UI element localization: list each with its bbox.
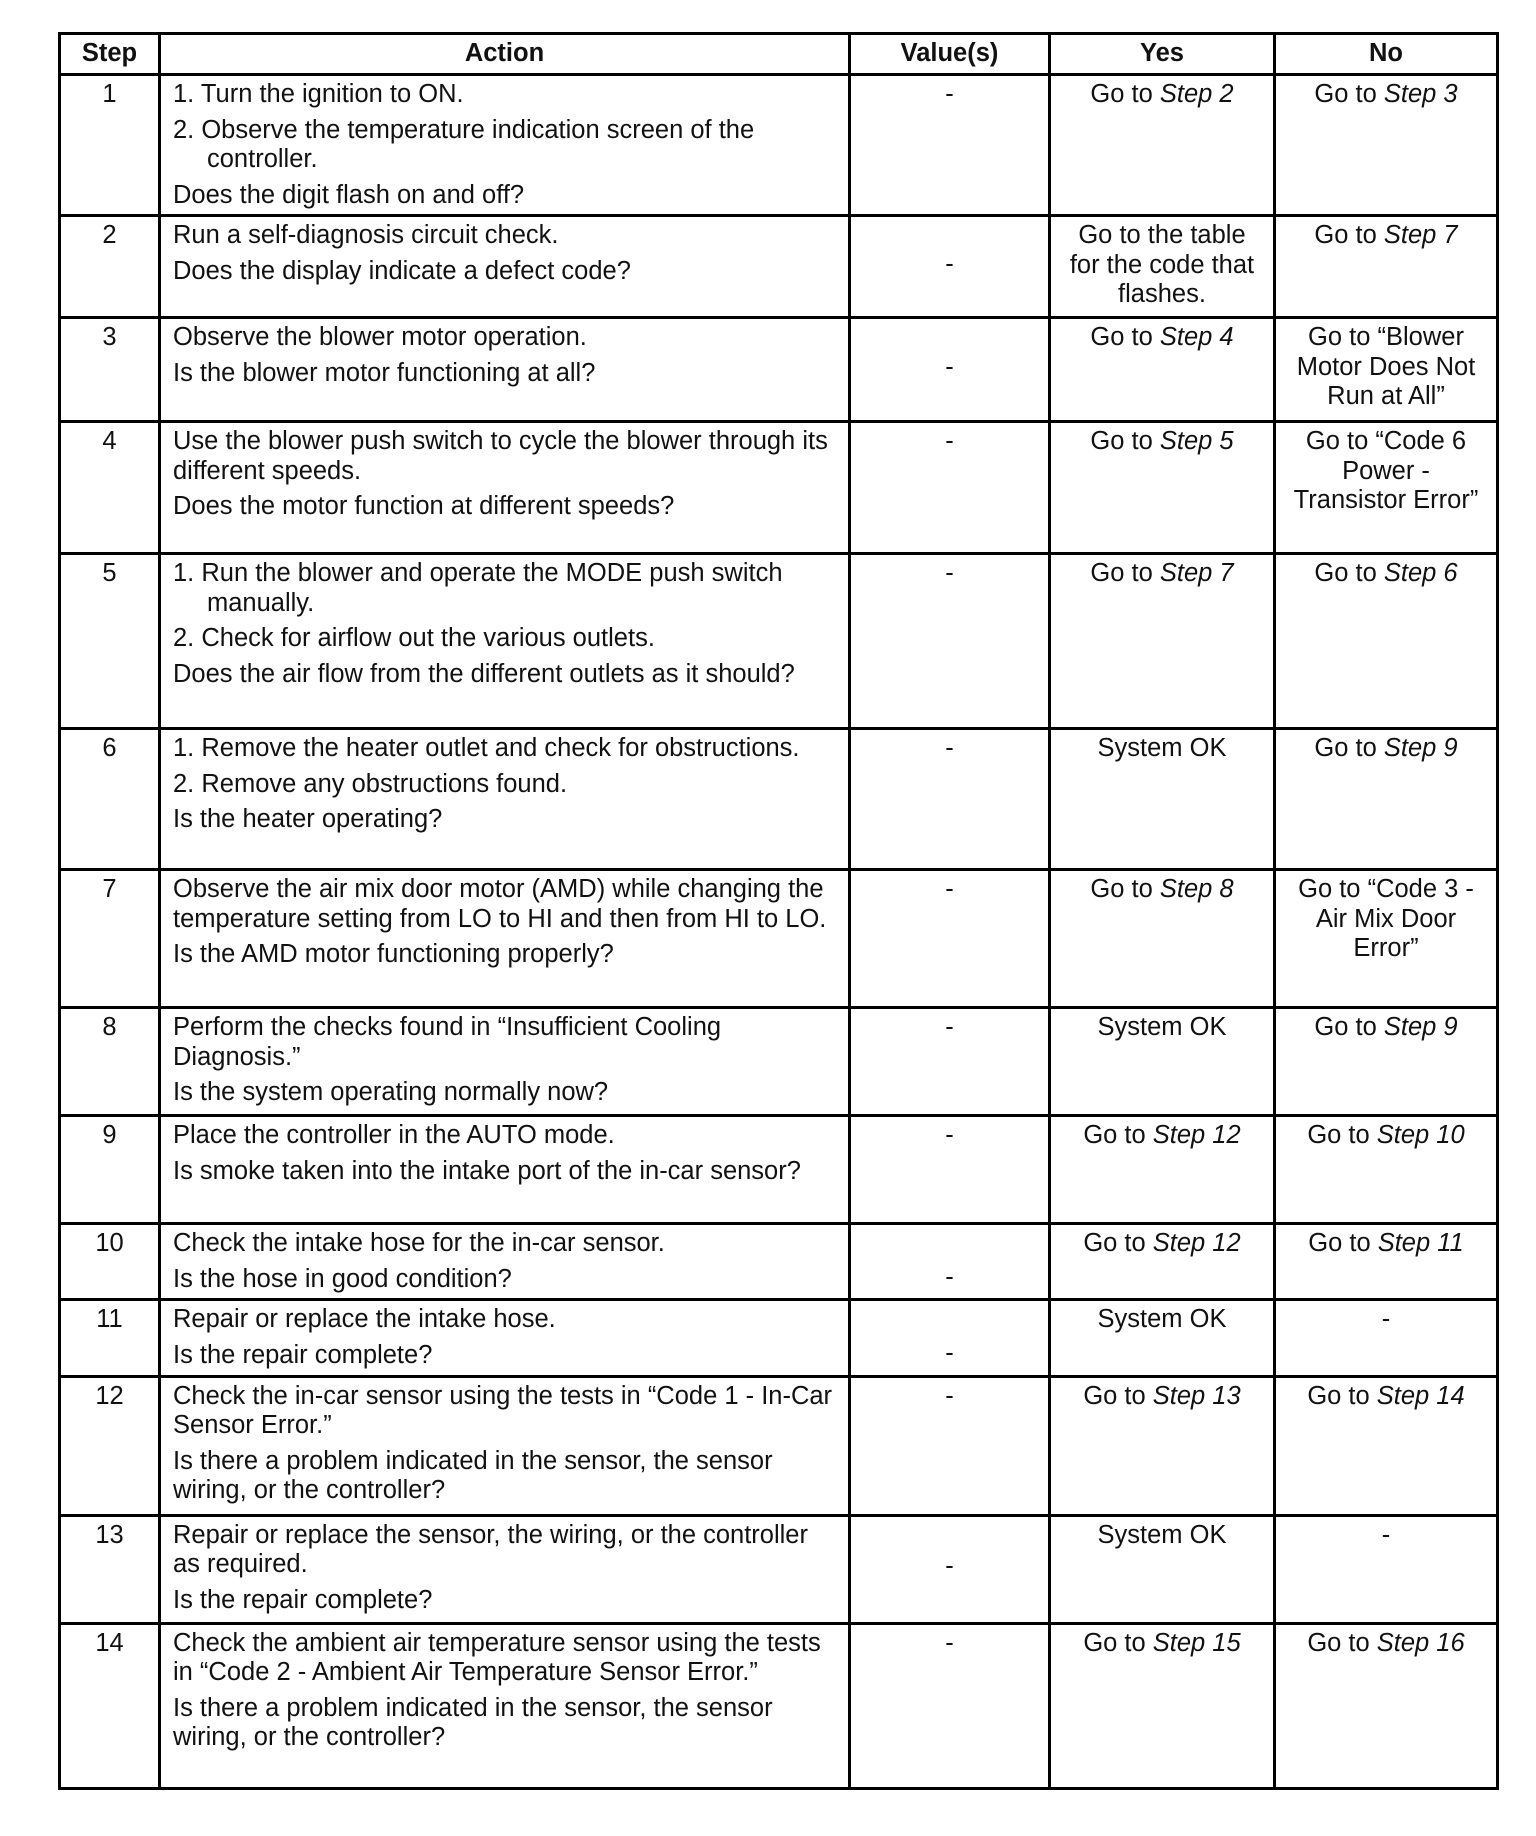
table-row [60, 1376, 1498, 1515]
no-text: Go to [1314, 559, 1384, 588]
no-cell [1275, 1300, 1498, 1376]
yes-cell [1050, 422, 1275, 554]
step-number: 14 [60, 1623, 160, 1788]
action-line: Repair or replace the intake hose. [173, 1305, 556, 1334]
no-step-link: Step 7 [1383, 221, 1458, 250]
value-cell: - [850, 554, 1050, 729]
action-line: Check the ambient air temperature sensor using the tests in “Code 2 - Ambient Air Temperature Sensor Error.” [173, 1628, 821, 1687]
no-text: Go to [1314, 80, 1384, 108]
no-cell [1275, 1515, 1498, 1623]
no-text: Go to [1308, 1229, 1378, 1258]
yes-step-link: Step 12 [1152, 1121, 1241, 1150]
action-line: 1. Remove the heater outlet and check for obstructions. [173, 734, 800, 763]
action-cell [160, 1116, 850, 1224]
value-cell: - [850, 1008, 1050, 1116]
yes-text: Go to [1090, 559, 1160, 588]
yes-text: Go to [1083, 1121, 1153, 1150]
table-row [60, 75, 1498, 216]
yes-text: Go to [1090, 80, 1160, 108]
table-row [60, 1224, 1498, 1300]
action-line: Is the repair complete? [173, 1341, 433, 1370]
yes-text: Go to [1090, 875, 1160, 904]
no-cell [1275, 1116, 1498, 1224]
value-cell: - [850, 1300, 1050, 1376]
value-cell: - [850, 75, 1050, 216]
action-cell [160, 216, 850, 318]
action-cell [160, 1515, 850, 1623]
action-line: Perform the checks found in “Insufficient Cooling Diagnosis.” [173, 1013, 722, 1071]
action-line: Is there a problem indicated in the sensor, the sensor wiring, or the controller? [173, 1693, 773, 1752]
no-cell [1275, 729, 1498, 870]
yes-text: System OK [1097, 1013, 1227, 1042]
yes-cell [1050, 75, 1275, 216]
no-cell [1275, 870, 1498, 1008]
diagnostic-table [58, 32, 1499, 1790]
action-cell [160, 729, 850, 870]
action-line: Run a self-diagnosis circuit check. [173, 221, 559, 250]
step-number: 10 [60, 1224, 160, 1300]
no-step-link: Step 16 [1376, 1628, 1465, 1657]
table-row [60, 870, 1498, 1008]
yes-cell [1050, 1116, 1275, 1224]
yes-step-link: Step 12 [1152, 1229, 1241, 1258]
table-row [60, 422, 1498, 554]
yes-text: System OK [1097, 1305, 1227, 1334]
value-cell: - [850, 1224, 1050, 1300]
action-line: Is the repair complete? [173, 1585, 433, 1614]
action-line: Does the air flow from the different outlets as it should? [173, 660, 795, 689]
table-row [60, 1515, 1498, 1623]
value-cell: - [850, 1623, 1050, 1788]
step-number: 2 [60, 216, 160, 318]
no-text: - [1381, 1305, 1391, 1334]
yes-text: Go to [1083, 1381, 1153, 1410]
action-line: Is the hose in good condition? [173, 1264, 512, 1293]
action-cell [160, 1224, 850, 1300]
action-cell [160, 1623, 850, 1788]
step-number: 12 [60, 1376, 160, 1515]
no-cell [1275, 318, 1498, 422]
yes-cell [1050, 1623, 1275, 1788]
no-step-link: Step 3 [1383, 80, 1458, 108]
no-text: Go to [1314, 734, 1384, 763]
table-row [60, 318, 1498, 422]
yes-step-link: Step 15 [1152, 1628, 1241, 1657]
no-step-link: Step 6 [1383, 559, 1458, 588]
yes-cell [1050, 216, 1275, 318]
action-line: Observe the air mix door motor (AMD) while changing the temperature setting from LO to HI and then from HI to LO. [173, 875, 827, 933]
yes-text: Go to [1090, 323, 1160, 352]
yes-cell [1050, 1515, 1275, 1623]
yes-cell [1050, 1008, 1275, 1116]
action-line: Is smoke taken into the intake port of the in-car sensor? [173, 1156, 801, 1185]
yes-cell [1050, 729, 1275, 870]
action-cell [160, 422, 850, 554]
action-line: Is the system operating normally now? [173, 1078, 609, 1107]
no-cell [1275, 1224, 1498, 1300]
step-number: 4 [60, 422, 160, 554]
table-row [60, 1300, 1498, 1376]
yes-cell [1050, 1300, 1275, 1376]
action-line: Is there a problem indicated in the sensor, the sensor wiring, or the controller? [173, 1446, 773, 1505]
table-row [60, 1116, 1498, 1224]
yes-cell [1050, 1376, 1275, 1515]
no-cell [1275, 75, 1498, 216]
action-line: 1. Run the blower and operate the MODE push switch manually. [173, 559, 783, 617]
yes-step-link: Step 4 [1159, 323, 1234, 352]
table-row [60, 1623, 1498, 1788]
header-row [60, 34, 1498, 75]
no-cell [1275, 422, 1498, 554]
table-row [60, 554, 1498, 729]
action-cell [160, 870, 850, 1008]
action-line: Observe the blower motor operation. [173, 323, 587, 352]
yes-cell [1050, 554, 1275, 729]
action-line: Check the in-car sensor using the tests in “Code 1 - In-Car Sensor Error.” [173, 1381, 833, 1440]
no-cell [1275, 1008, 1498, 1116]
value-cell: - [850, 1515, 1050, 1623]
yes-text: Go to the table for the code that flashes. [1069, 221, 1255, 309]
action-line: Is the blower motor functioning at all? [173, 358, 596, 387]
action-line: Is the heater operating? [173, 805, 443, 834]
value-cell: - [850, 729, 1050, 870]
step-number: 8 [60, 1008, 160, 1116]
action-line: Place the controller in the AUTO mode. [173, 1121, 615, 1150]
action-line: 1. Turn the ignition to ON. [173, 80, 464, 108]
header-value: Value(s) [850, 34, 1050, 75]
action-line: Does the display indicate a defect code? [173, 256, 631, 285]
yes-step-link: Step 13 [1152, 1381, 1241, 1410]
yes-step-link: Step 8 [1159, 875, 1234, 904]
action-line: 2. Remove any obstructions found. [173, 769, 568, 798]
yes-cell [1050, 1224, 1275, 1300]
action-cell [160, 1008, 850, 1116]
yes-step-link: Step 7 [1159, 559, 1234, 588]
step-number: 13 [60, 1515, 160, 1623]
action-line: Repair or replace the sensor, the wiring, or the controller as required. [173, 1520, 808, 1579]
no-text: Go to “Code 3 - Air Mix Door Error” [1298, 875, 1474, 963]
yes-text: Go to [1083, 1229, 1153, 1258]
action-cell [160, 554, 850, 729]
header-step: Step [60, 34, 160, 75]
value-cell: - [850, 216, 1050, 318]
table-row [60, 216, 1498, 318]
value-cell: - [850, 1376, 1050, 1515]
table-row [60, 729, 1498, 870]
action-cell [160, 1376, 850, 1515]
yes-step-link: Step 2 [1159, 80, 1234, 108]
no-step-link: Step 9 [1383, 1013, 1458, 1042]
no-text: Go to [1314, 1013, 1384, 1042]
action-line: 2. Check for airflow out the various outlets. [173, 624, 655, 653]
no-step-link: Step 14 [1376, 1381, 1465, 1410]
action-cell [160, 1300, 850, 1376]
no-text: - [1381, 1520, 1391, 1549]
header-action: Action [160, 34, 850, 75]
step-number: 5 [60, 554, 160, 729]
header-yes: Yes [1050, 34, 1275, 75]
value-cell: - [850, 422, 1050, 554]
no-step-link: Step 9 [1383, 734, 1458, 763]
no-step-link: Step 10 [1376, 1121, 1465, 1150]
action-line: Check the intake hose for the in-car sensor. [173, 1229, 665, 1258]
step-number: 6 [60, 729, 160, 870]
action-cell [160, 75, 850, 216]
action-line: 2. Observe the temperature indication screen of the controller. [173, 115, 755, 174]
yes-text: System OK [1097, 1520, 1227, 1549]
no-text: Go to [1314, 221, 1384, 250]
step-number: 1 [60, 75, 160, 216]
no-cell [1275, 1623, 1498, 1788]
no-cell [1275, 1376, 1498, 1515]
step-number: 9 [60, 1116, 160, 1224]
action-line: Is the AMD motor functioning properly? [173, 940, 614, 969]
action-line: Use the blower push switch to cycle the blower through its different speeds. [173, 427, 828, 485]
no-text: Go to [1307, 1381, 1377, 1410]
no-text: Go to “Code 6 Power - Transistor Error” [1293, 427, 1479, 515]
step-number: 7 [60, 870, 160, 1008]
no-cell [1275, 554, 1498, 729]
action-cell [160, 318, 850, 422]
header-no: No [1275, 34, 1498, 75]
yes-step-link: Step 5 [1159, 427, 1234, 456]
yes-cell [1050, 318, 1275, 422]
value-cell: - [850, 870, 1050, 1008]
yes-cell [1050, 870, 1275, 1008]
no-step-link: Step 11 [1377, 1229, 1464, 1258]
no-text: Go to [1307, 1121, 1377, 1150]
yes-text: System OK [1097, 734, 1227, 763]
step-number: 11 [60, 1300, 160, 1376]
action-line: Does the digit flash on and off? [173, 180, 525, 209]
no-text: Go to “Blower Motor Does Not Run at All” [1296, 323, 1476, 411]
value-cell: - [850, 318, 1050, 422]
no-cell [1275, 216, 1498, 318]
step-number: 3 [60, 318, 160, 422]
value-cell: - [850, 1116, 1050, 1224]
no-text: Go to [1307, 1628, 1377, 1657]
yes-text: Go to [1090, 427, 1160, 456]
table-row [60, 1008, 1498, 1116]
yes-text: Go to [1083, 1628, 1153, 1657]
action-line: Does the motor function at different speeds? [173, 492, 675, 521]
